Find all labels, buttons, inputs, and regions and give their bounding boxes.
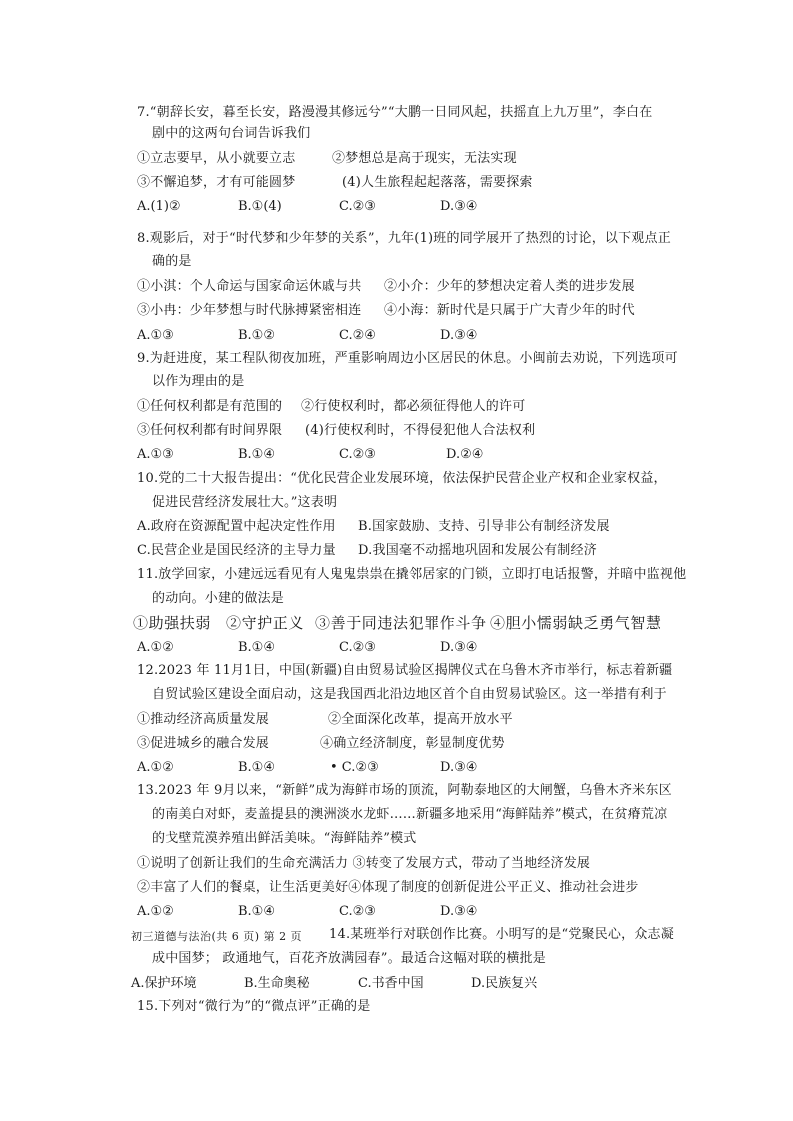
q10-stem-line1: 10.党的二十大报告提出：“优化民营企业发展环境，依法保护民营企业产权和企业家权益， [137,471,667,486]
q11-option-b: B.①④ [238,640,275,655]
q9-option-c: C.②③ [339,447,376,462]
q14-stem-line1: 14.某班举行对联创作比赛。小明写的是“党聚民心，众志凝 [329,927,674,942]
q11-option-d: D.③④ [440,640,478,655]
q13-statements-line2: ②丰富了人们的餐桌，让生活更美好④体现了制度的创新促进公平正义、推动社会进步 [137,880,639,895]
q7-statement-1: ①立志要早，从小就要立志 [137,151,296,166]
q13-stem-line1: 13.2023 年 9月以来，“新鲜”成为海鲜市场的顶流，阿勒泰地区的大闸蟹，乌鲁木齐米东区 [137,783,672,798]
q12-stem-line2: 自贸试验区建设全面启动，这是我国西北沿边地区首个自由贸易试验区。这一举措有利于 [152,687,667,702]
q9-stem-line1: 9.为赶进度，某工程队彻夜加班，严重影响周边小区居民的休息。小闽前去劝说，下列选项可 [137,351,678,366]
q7-stem-line1: 7.“朝辞长安，暮至长安，路漫漫其修远兮”“大鹏一日同风起，扶摇直上九万里”，李白在 [137,105,653,120]
q8-option-d: D.③④ [440,328,478,343]
q15-stem-line1: 15.下列对“微行为”的“微点评”正确的是 [137,999,371,1014]
q12-option-d: D.③④ [440,760,478,775]
q10-stem-line2: 促进民营经济发展壮大。”这表明 [152,495,338,510]
q14-option-a: A.保护环境 [131,976,197,991]
q7-statement-3: ③不懈追梦，才有可能圆梦 [137,175,296,190]
q11-option-a: A.①② [137,640,174,655]
q14-stem-line2: 成中国梦； 政通地气，百花齐放满园春”。最适合这幅对联的横批是 [152,951,546,966]
q8-option-b: B.①② [238,328,275,343]
q7-option-d: D.③④ [440,199,478,214]
q8-stem-line1: 8.观影后，对于“时代梦和少年梦的关系”，九年(1)班的同学展开了热烈的讨论，以下观点正 [137,231,671,246]
page-footer: 初三道德与法治(共 6 页) 第 2 页 [131,930,303,943]
q14-option-d: D.民族复兴 [471,976,538,991]
q8-statement-3: ③小冉：少年梦想与时代脉搏紧密相连 [137,303,362,318]
q9-option-b: B.①④ [238,447,275,462]
q11-option-c: C.②③ [339,640,376,655]
q9-statement-1: ①任何权利都是有范围的 [137,399,283,414]
q12-statement-2: ②全面深化改革，提高开放水平 [328,712,513,727]
q11-statement-2: ②守护正义 [226,614,305,632]
q13-statements-line1: ①说明了创新让我们的生命充满活力 ③转变了发展方式，带动了当地经济发展 [137,856,591,871]
q10-option-a: A.政府在资源配置中起决定性作用 [137,519,336,534]
q7-option-b: B.①(4) [238,199,282,214]
q13-stem-line3: 的戈壁荒漠养殖出鲜活美味。“海鲜陆养”模式 [152,831,417,846]
q13-option-a: A.①② [137,904,174,919]
q14-option-c: C.书香中国 [358,976,424,991]
q11-statement-3: ③善于同违法犯罪作斗争 [315,614,487,632]
q13-stem-line2: 的南美白对虾，麦盖提县的澳洲淡水龙虾……新疆多地采用“海鲜陆养”模式，在贫瘠荒凉 [152,807,668,822]
q10-option-c: C.民营企业是国民经济的主导力量 [137,543,336,558]
q11-stem-line1: 11.放学回家，小建远远看见有人鬼鬼祟祟在撬邻居家的门锁，立即打电话报警，并暗中监视他 [137,567,687,582]
q9-statement-4: (4)行使权利时，不得侵犯他人合法权利 [305,423,536,438]
q8-statement-2: ②小介：少年的梦想决定着人类的进步发展 [384,279,635,294]
q9-statement-2: ②行使权利时，都必须征得他人的许可 [301,399,526,414]
q12-statement-4: ④确立经济制度，彰显制度优势 [320,736,505,751]
q12-option-a: A.①② [137,760,174,775]
q10-option-b: B.国家鼓励、支持、引导非公有制经济发展 [358,519,610,534]
q11-stem-line2: 的动向。小建的做法是 [152,591,285,606]
q8-option-a: A.①③ [137,328,174,343]
q9-statement-3: ③任何权利都有时间界限 [137,423,283,438]
q13-option-b: B.①④ [238,904,275,919]
q11-statement-4: ④胆小懦弱缺乏勇气智慧 [490,614,662,632]
q12-statement-1: ①推动经济高质量发展 [137,712,270,727]
q8-statement-4: ④小海：新时代是只属于广大青少年的时代 [384,303,635,318]
q12-stem-line1: 12.2023 年 11月1日，中国(新疆)自由贸易试验区揭牌仪式在乌鲁木齐市举行，标志着新疆 [137,663,673,678]
q7-option-a: A.(1)② [137,199,181,214]
q13-option-d: D.③④ [440,904,478,919]
q9-option-d: D.②④ [446,447,484,462]
q7-statement-2: ②梦想总是高于现实，无法实现 [332,151,517,166]
q12-option-b: B.①④ [238,760,275,775]
q7-statement-4: (4)人生旅程起起落落，需要探索 [342,175,533,190]
q12-statement-3: ③促进城乡的融合发展 [137,736,270,751]
q8-option-c: C.②④ [339,328,376,343]
q14-option-b: B.生命奥秘 [244,976,310,991]
q7-option-c: C.②③ [339,199,376,214]
q8-stem-line2: 确的是 [152,254,192,269]
q13-option-c: C.②③ [339,904,376,919]
q9-option-a: A.①③ [137,447,174,462]
q8-statement-1: ①小淇：个人命运与国家命运休戚与共 [137,279,362,294]
q11-statement-1: ①助强扶弱 [133,614,212,632]
q7-stem-line2: 剧中的这两句台词告诉我们 [152,126,311,141]
q12-option-c: • C.②③ [330,760,379,775]
q10-option-d: D.我国毫不动摇地巩固和发展公有制经济 [358,543,597,558]
q9-stem-line2: 以作为理由的是 [152,374,245,389]
